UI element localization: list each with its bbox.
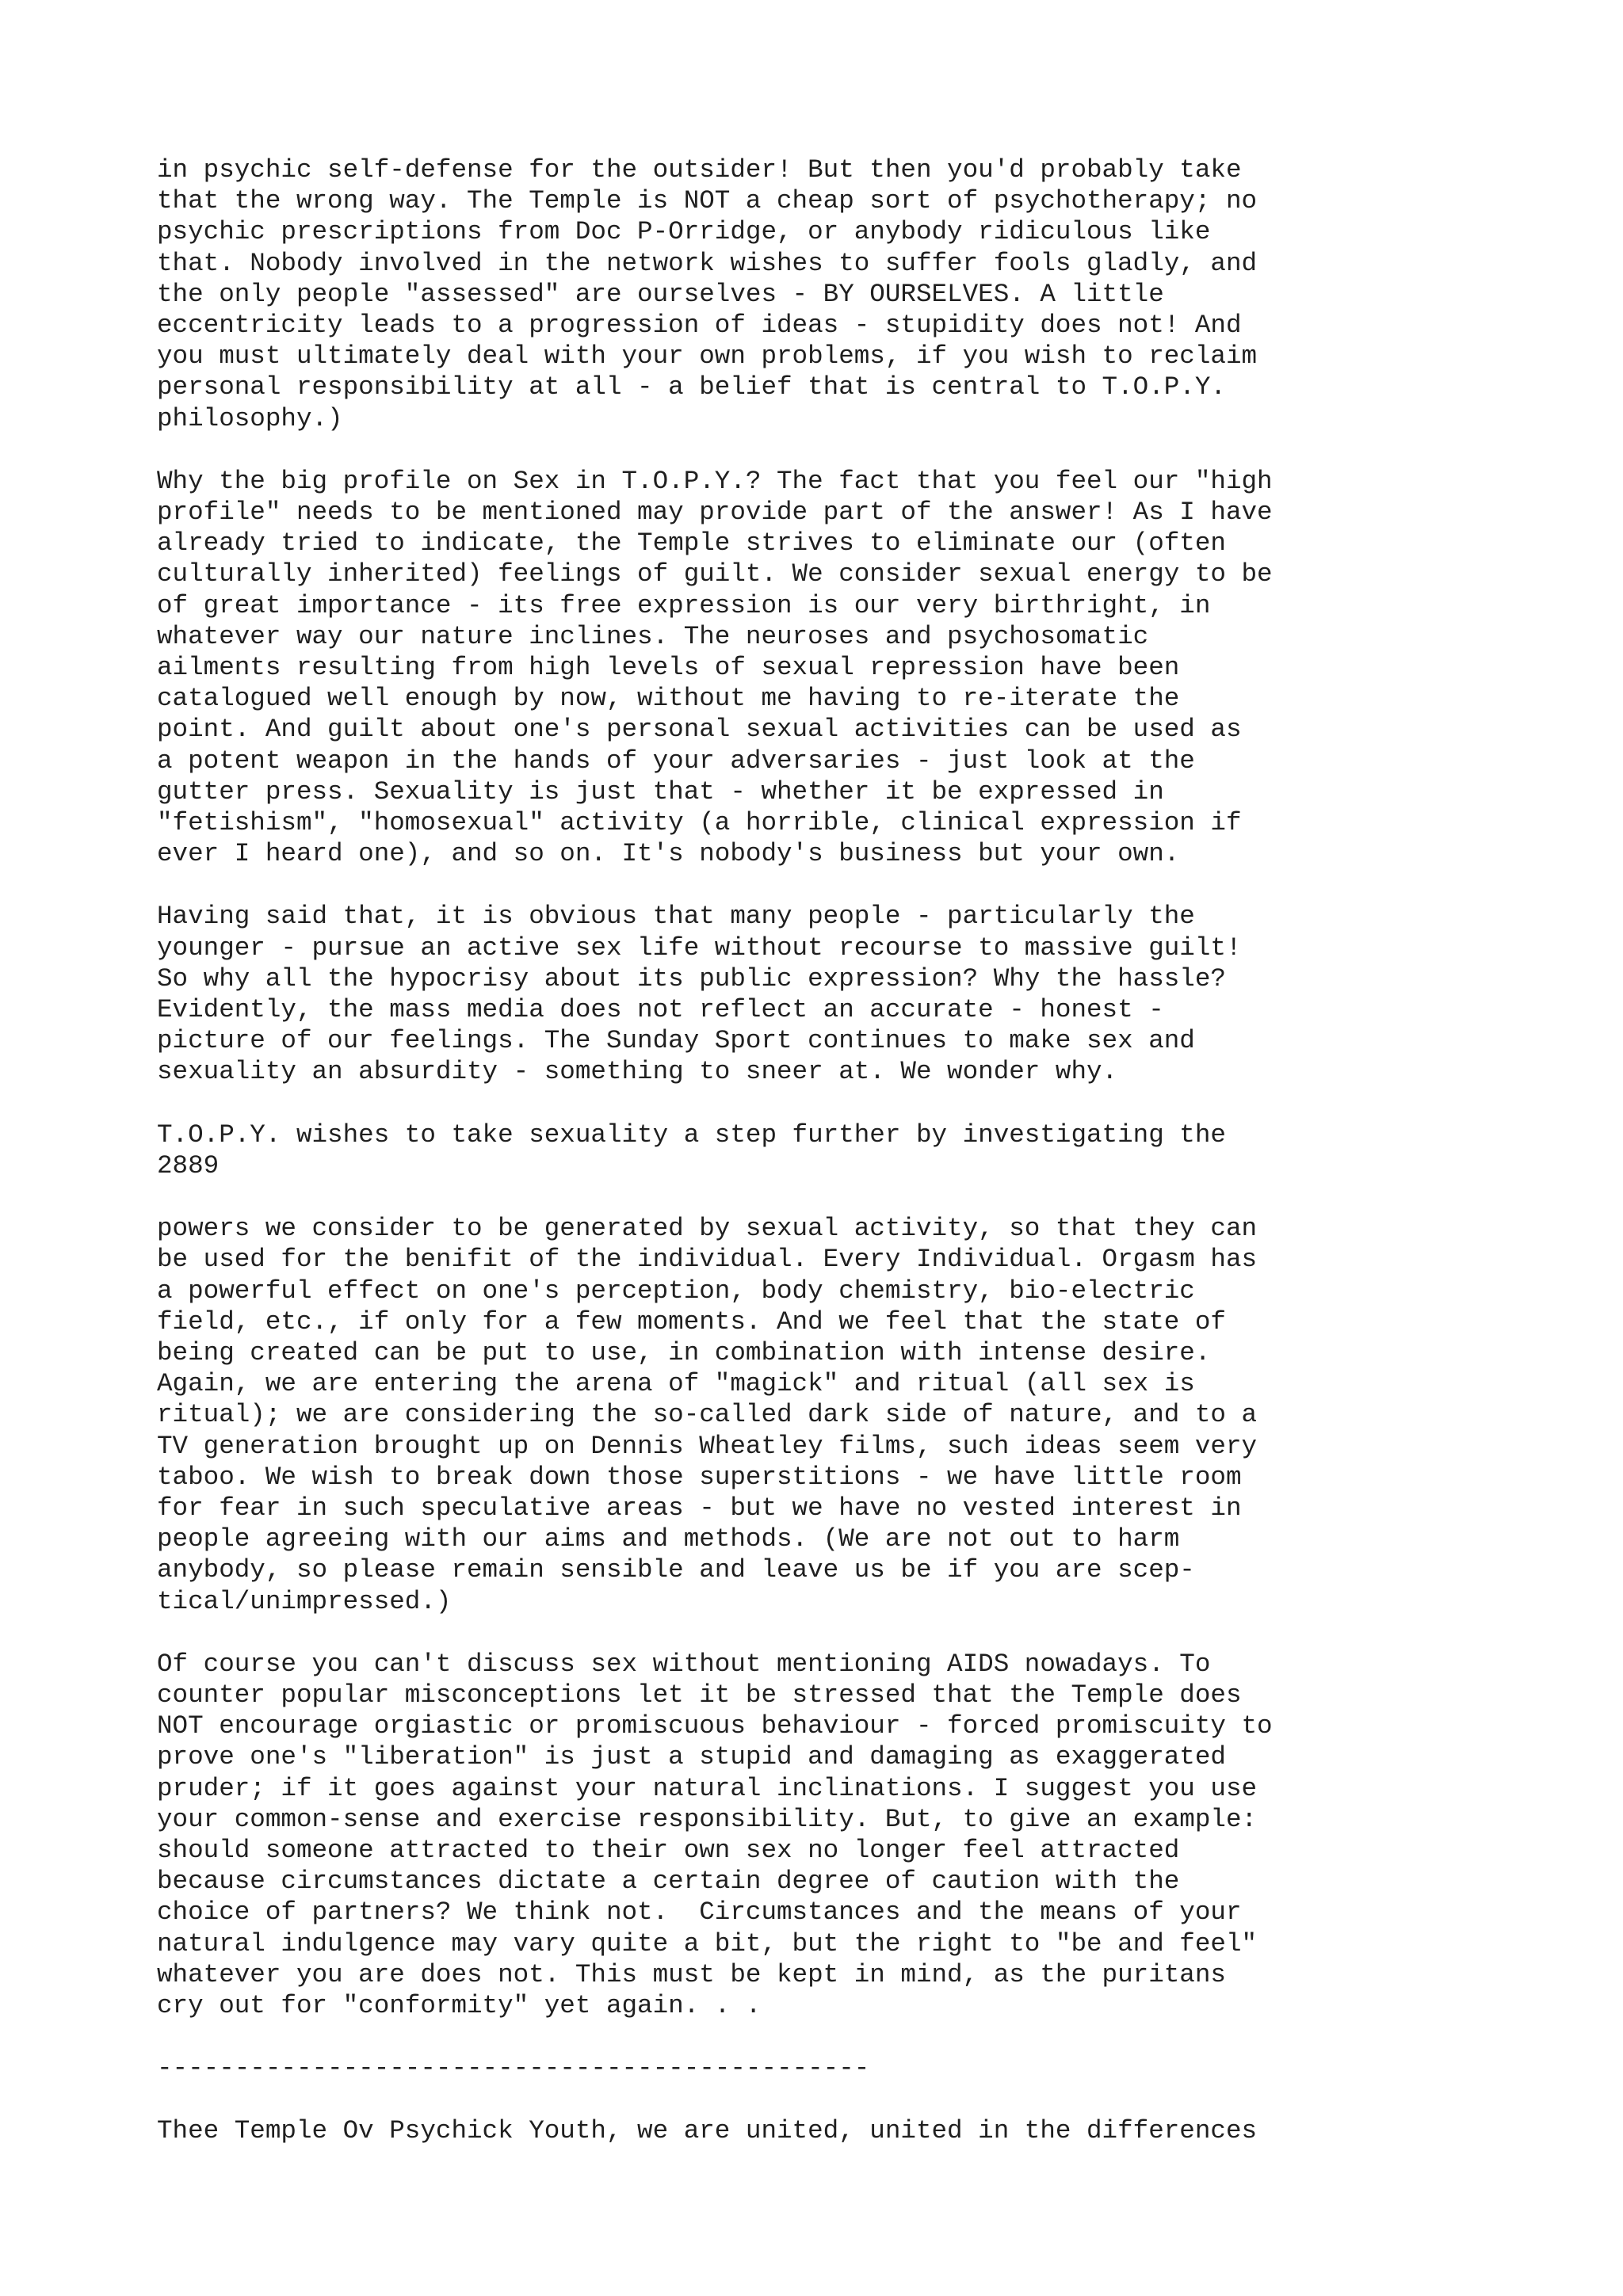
text-line: Again, we are entering the arena of "magick" and ritual (all sex is — [157, 1369, 1195, 1399]
text-line: whatever you are does not. This must be kept in mind, as the puritans — [157, 1959, 1226, 1989]
text-line: you must ultimately deal with your own problems, if you wish to reclaim — [157, 341, 1258, 372]
text-line: TV generation brought up on Dennis Wheatley films, such ideas seem very — [157, 1431, 1258, 1461]
text-line: eccentricity leads to a progression of ideas - stupidity does not! And — [157, 311, 1242, 341]
text-line: natural indulgence may vary quite a bit, but the right to "be and feel" — [157, 1928, 1258, 1958]
text-line: the only people "assessed" are ourselves - BY OURSELVES. A little — [157, 279, 1164, 309]
text-line: T.O.P.Y. wishes to take sexuality a step further by investigating the — [157, 1119, 1226, 1150]
text-line: tical/unimpressed.) — [157, 1586, 452, 1616]
text-line: ---------------------------------------------- — [157, 2054, 870, 2084]
paragraph — [157, 2115, 1568, 2146]
text-line: Of course you can't discuss sex without mentioning AIDS nowadays. To — [157, 1649, 1211, 1679]
text-line: taboo. We wish to break down those superstitions - we have little room — [157, 1462, 1242, 1492]
text-line: being created can be put to use, in combination with intense desire. — [157, 1337, 1211, 1367]
text-line: picture of our feelings. The Sunday Sport continues to make sex and — [157, 1026, 1195, 1056]
text-line: psychic prescriptions from Doc P-Orridge, or anybody ridiculous like — [157, 217, 1211, 247]
text-line: of great importance - its free expression is our very birthright, in — [157, 590, 1211, 620]
text-line: catalogued well enough by now, without me having to re-iterate the — [157, 684, 1180, 714]
text-line: in psychic self-defense for the outsider! But then you'd probably take — [157, 155, 1242, 185]
text-line: anybody, so please remain sensible and leave us be if you are scep- — [157, 1555, 1195, 1585]
separator-line — [157, 2053, 1568, 2084]
text-line: ailments resulting from high levels of sexual repression have been — [157, 653, 1180, 683]
text-line: Having said that, it is obvious that many people - particularly the — [157, 902, 1195, 932]
text-line: prove one's "liberation" is just a stupid and damaging as exaggerated — [157, 1742, 1226, 1772]
text-line: because circumstances dictate a certain degree of caution with the — [157, 1867, 1180, 1897]
text-line: "fetishism", "homosexual" activity (a horrible, clinical expression if — [157, 808, 1242, 838]
text-line: a powerful effect on one's perception, body chemistry, bio-electric — [157, 1276, 1195, 1306]
text-line: younger - pursue an active sex life without recourse to massive guilt! — [157, 933, 1242, 963]
text-line: that the wrong way. The Temple is NOT a cheap sort of psychotherapy; no — [157, 186, 1258, 216]
text-line: NOT encourage orgiastic or promiscuous behaviour - forced promiscuity to — [157, 1711, 1273, 1741]
text-line: be used for the benifit of the individual. Every Individual. Orgasm has — [157, 1245, 1258, 1275]
text-line: whatever way our nature inclines. The neuroses and psychosomatic — [157, 621, 1149, 651]
text-line: that. Nobody involved in the network wishes to suffer fools gladly, and — [157, 248, 1258, 278]
paragraph — [157, 1649, 1568, 2021]
text-line: point. And guilt about one's personal sexual activities can be used as — [157, 715, 1242, 745]
text-line: culturally inherited) feelings of guilt. We consider sexual energy to be — [157, 559, 1273, 589]
text-line: choice of partners? We think not. Circumstances and the means of your — [157, 1897, 1242, 1928]
text-line: should someone attracted to their own sex no longer feel attracted — [157, 1835, 1180, 1865]
text-line: powers we consider to be generated by sexual activity, so that they can — [157, 1214, 1258, 1244]
text-line: profile" needs to be mentioned may provide part of the answer! As I have — [157, 498, 1273, 528]
text-line: Thee Temple Ov Psychick Youth, we are united, united in the differences — [157, 2116, 1258, 2146]
text-line: a potent weapon in the hands of your adversaries - just look at the — [157, 746, 1195, 776]
text-line: gutter press. Sexuality is just that - whether it be expressed in — [157, 776, 1164, 807]
text-line: ever I heard one), and so on. It's nobody's business but your own. — [157, 839, 1180, 869]
text-line: counter popular misconceptions let it be stressed that the Temple does — [157, 1680, 1242, 1710]
text-line: pruder; if it goes against your natural inclinations. I suggest you use — [157, 1773, 1258, 1803]
text-line: Why the big profile on Sex in T.O.P.Y.? The fact that you feel our "high — [157, 466, 1273, 496]
text-line: already tried to indicate, the Temple strives to eliminate our (often — [157, 528, 1226, 559]
text-line: personal responsibility at all - a belief that is central to T.O.P.Y. — [157, 372, 1226, 402]
text-line: sexuality an absurdity - something to sneer at. We wonder why. — [157, 1057, 1118, 1087]
paragraph — [157, 154, 1568, 434]
document-text — [157, 154, 1568, 2179]
paragraph — [157, 1119, 1568, 1181]
paragraph — [157, 901, 1568, 1087]
paragraph — [157, 1213, 1568, 1617]
text-line: philosophy.) — [157, 403, 343, 433]
text-line: ritual); we are considering the so-called dark side of nature, and to a — [157, 1400, 1258, 1430]
text-line: Evidently, the mass media does not reflect an accurate - honest - — [157, 995, 1164, 1025]
text-line: people agreeing with our aims and methods. (We are not out to harm — [157, 1524, 1180, 1554]
text-line: field, etc., if only for a few moments. And we feel that the state of — [157, 1306, 1226, 1337]
text-line: So why all the hypocrisy about its public expression? Why the hassle? — [157, 963, 1226, 994]
text-line: for fear in such speculative areas - but we have no vested interest in — [157, 1493, 1242, 1523]
text-line: cry out for "conformity" yet again. . . — [157, 1990, 762, 2020]
paragraph — [157, 466, 1568, 870]
text-line: your common-sense and exercise responsibility. But, to give an example: — [157, 1804, 1258, 1834]
text-line: 2889 — [157, 1150, 220, 1180]
